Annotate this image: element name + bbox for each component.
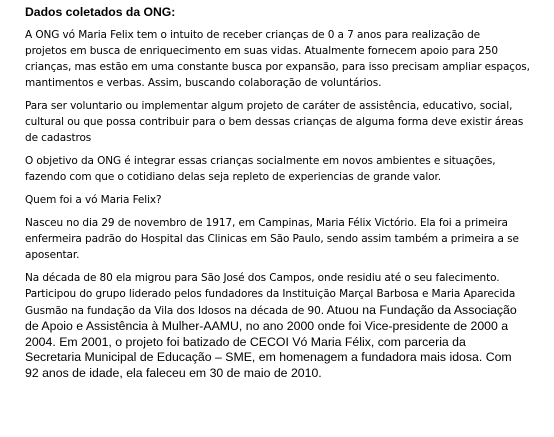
text-line: projetos em busca de enriquecimento em suas vidas. Atualmente fornecem apoio para 250 xyxy=(25,45,499,57)
paragraph-question xyxy=(25,192,541,208)
text-line: enfermeira padrão do Hospital das Clinicas em São Paulo, sendo assim também a primeira a se xyxy=(25,233,519,245)
text-line-arial: 2004. Em 2001, o projeto foi batizado de CECOI Vó Maria Félix, com parceria da xyxy=(25,334,466,349)
text-line-arial: Secretaria Municipal de Educação – SME, em homenagem a fundadora mais idosa. Com xyxy=(25,350,512,364)
text-segment: Gusmão na fundação da Vila dos Idosos na década de 90. xyxy=(25,305,324,317)
paragraph-biography xyxy=(25,215,541,263)
text-line: fazendo com que o cotidiano delas seja repleto de experiencias de grande valor. xyxy=(25,171,441,183)
text-line: O objetivo da ONG é integrar essas crianças socialmente em novos ambientes e situações, xyxy=(25,155,496,167)
paragraph-objective xyxy=(25,153,541,185)
text-line: A ONG vó Maria Felix tem o intuito de receber crianças de 0 a 7 anos para realização de xyxy=(25,29,481,41)
text-line: aposentar. xyxy=(25,249,80,261)
paragraph-volunteer xyxy=(25,98,541,146)
text-line: Na década de 80 ela migrou para São José dos Campos, onde residiu até o seu falecimento. xyxy=(25,272,500,284)
text-line: de cadastros xyxy=(25,132,92,144)
document-page xyxy=(25,4,541,388)
text-line: cultural ou que possa contribuir para o bem dessas crianças de alguma forma deve existir áreas xyxy=(25,116,524,128)
paragraph-history xyxy=(25,270,541,381)
text-line: crianças, mas estão em uma constante busca por expansão, para isso precisam ampliar espaços, xyxy=(25,61,530,73)
text-line: Nasceu no dia 29 de novembro de 1917, em Campinas, Maria Félix Victório. Ela foi a primeira xyxy=(25,217,508,229)
text-line: Para ser voluntario ou implementar algum projeto de caráter de assistência, educativo, social, xyxy=(25,100,513,112)
text-line-arial: 92 anos de idade, ela faleceu em 30 de maio de 2010. xyxy=(25,365,322,380)
document-heading: Dados coletados da ONG: xyxy=(25,5,176,19)
text-line-arial: de Apoio e Assistência à Mulher-AAMU, no ano 2000 onde foi Vice-presidente de 2000 a xyxy=(25,319,509,333)
text-line: mantimentos e verbas. Assim, buscando colaboração de voluntários. xyxy=(25,77,382,89)
paragraph-about-ong xyxy=(25,27,541,91)
text-line: Participou do grupo liderado pelos fundadores da Instituição Marçal Barbosa e Maria Aparecida xyxy=(25,288,516,300)
text-segment-arial: Atuou na Fundação da Associação xyxy=(323,303,517,317)
text-line-mixed xyxy=(25,302,541,319)
text-line: Quem foi a vó Maria Felix? xyxy=(25,194,162,206)
